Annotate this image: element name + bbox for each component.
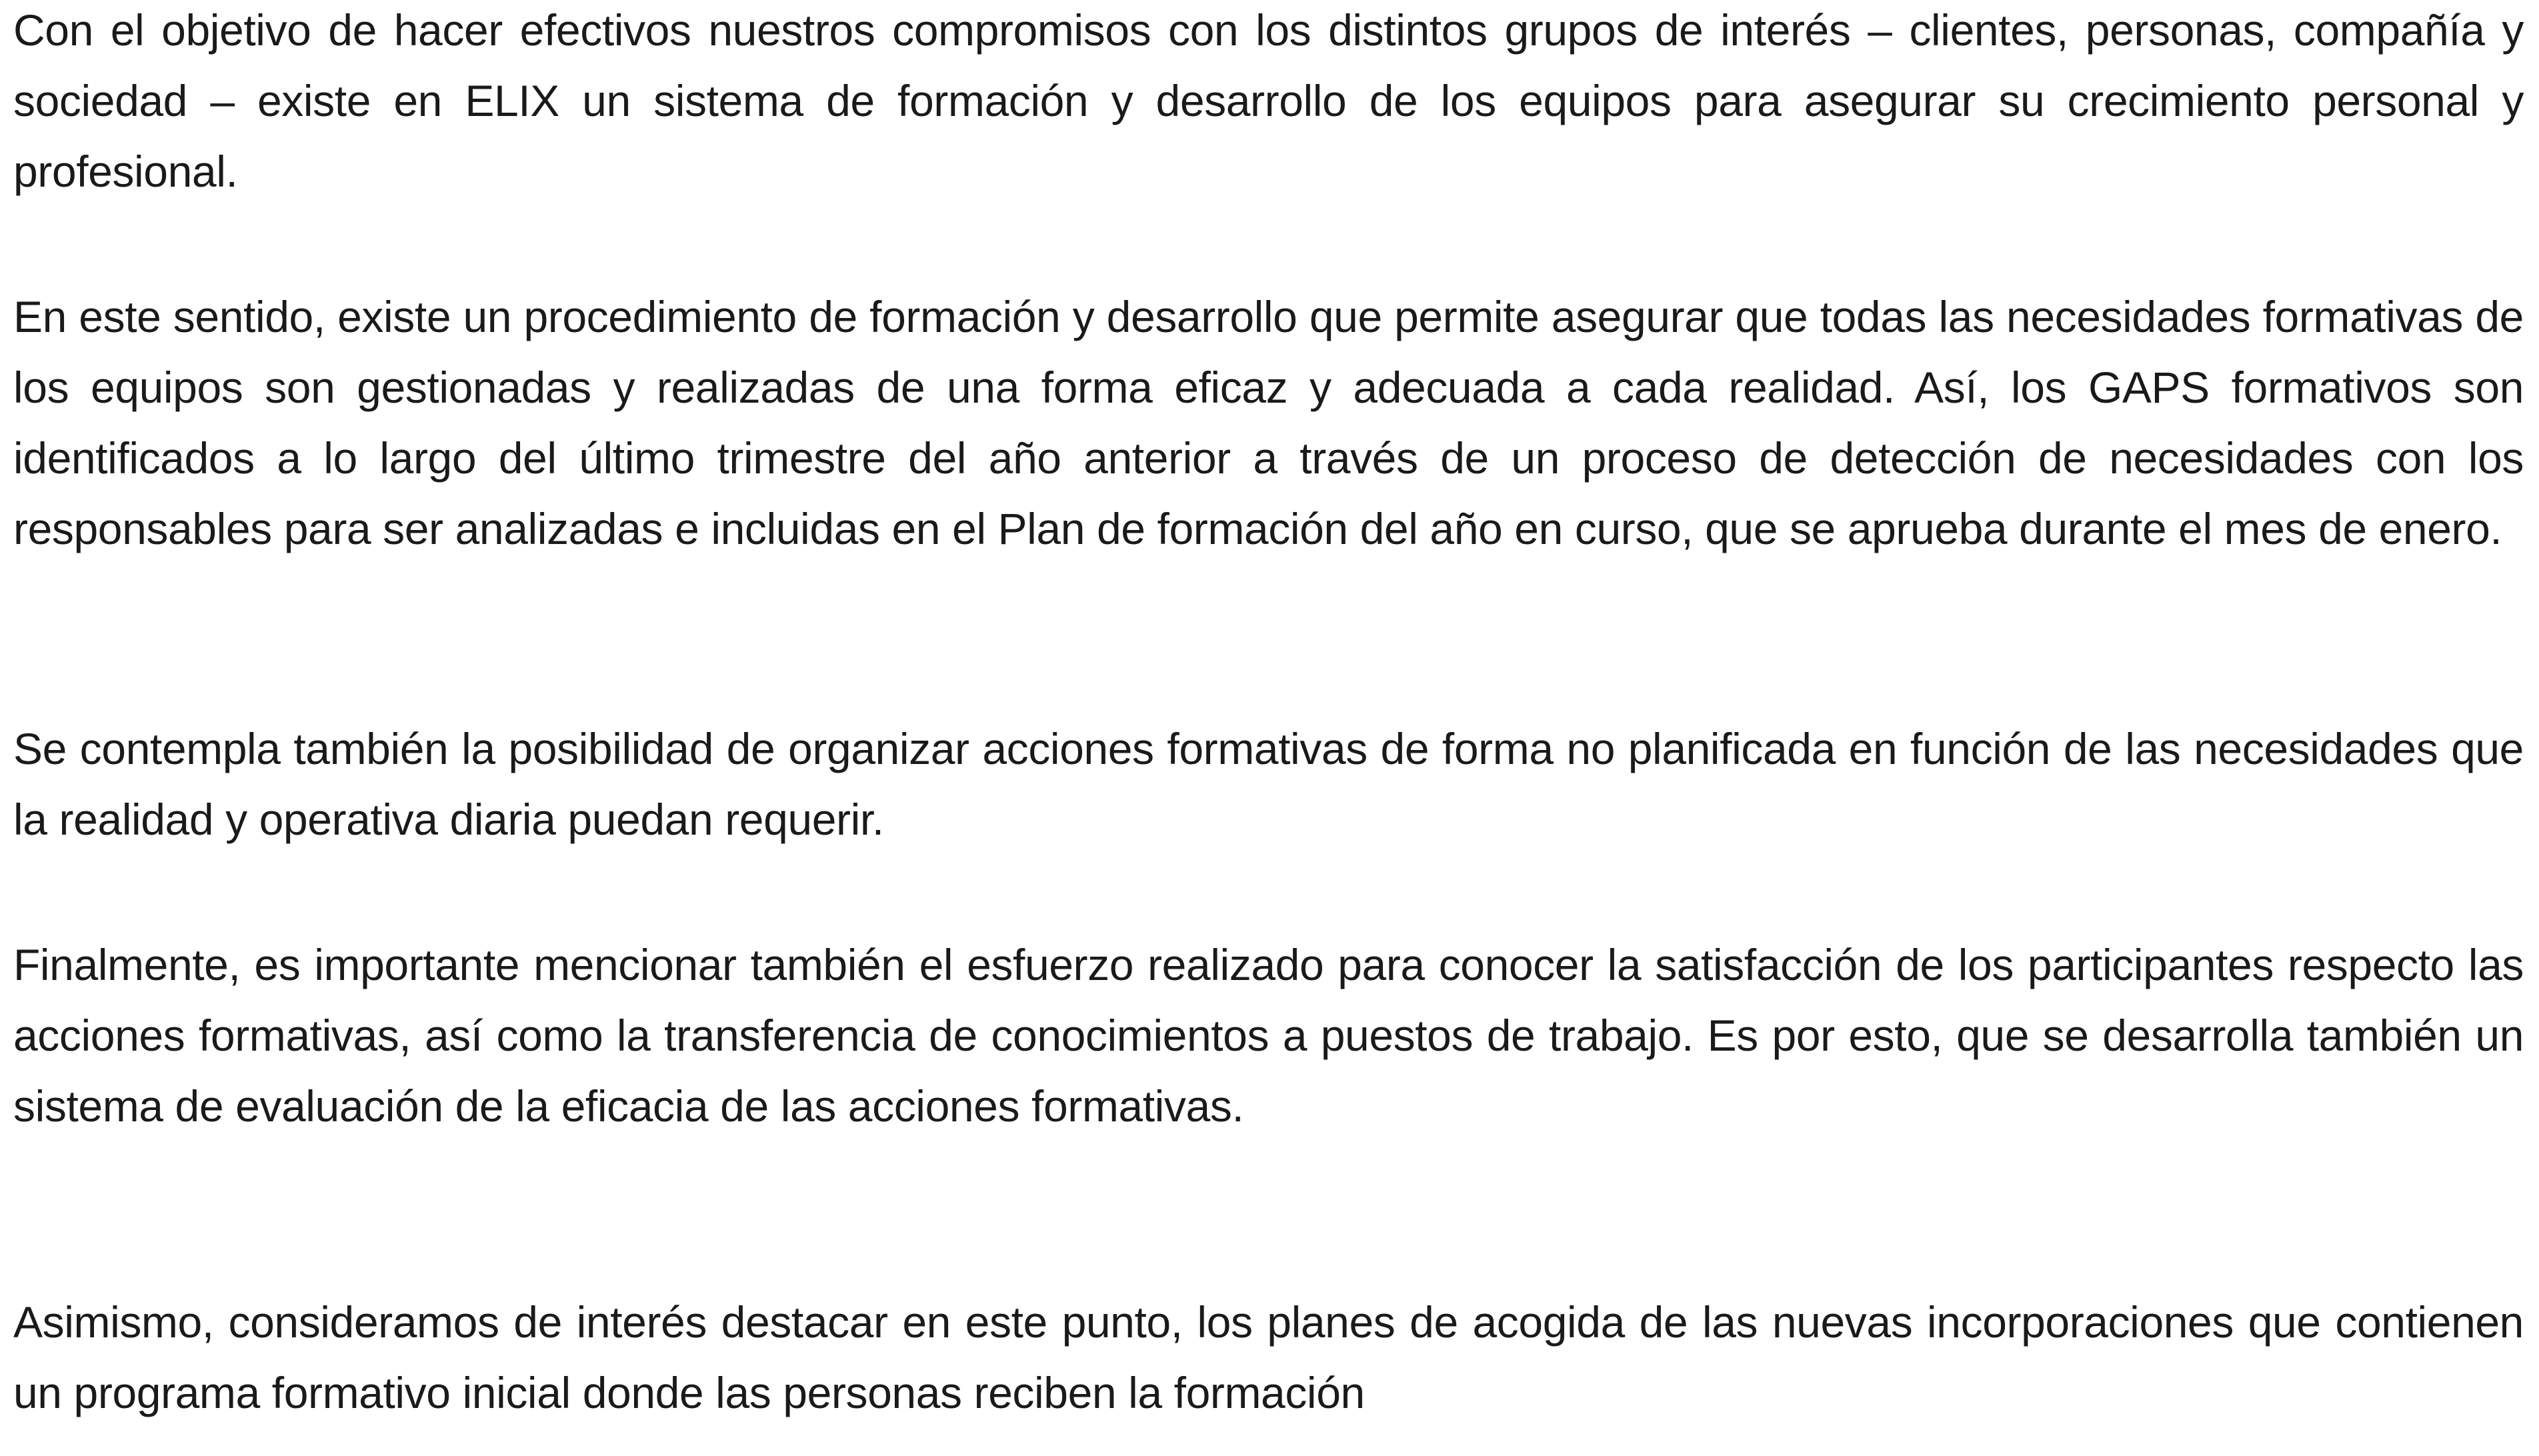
paragraph-unplanned-actions: Se contempla también la posibilidad de organizar acciones formativas de forma no planificada en función de las necesidades que la realidad y operativa diaria puedan requerir.: [13, 724, 2524, 844]
paragraph-commitments: Con el objetivo de hacer efectivos nuestros compromisos con los distintos grupos de interés – clientes, personas, compañía y sociedad – existe en ELIX un sistema de formación y desarrollo de los equipos para asegurar su crecimiento personal y profesional.: [13, 5, 2524, 196]
paragraph-training-procedure: En este sentido, existe un procedimiento de formación y desarrollo que permite asegurar que todas las necesidades formativas de los equipos son gestionadas y realizadas de una forma eficaz y adecuada a cada realidad. Así, los GAPS formativos son identificados a lo largo del último trimestre del año anterior a través de un proceso de detección de necesidades con los responsables para ser analizadas e incluidas en el Plan de formación del año en curso, que se aprueba durante el mes de enero.: [13, 292, 2524, 553]
paragraph-onboarding: Asimismo, consideramos de interés destacar en este punto, los planes de acogida de las nuevas incorporaciones que contienen un programa formativo inicial donde las personas reciben la formación: [13, 1297, 2524, 1417]
paragraph-evaluation: Finalmente, es importante mencionar también el esfuerzo realizado para conocer la satisfacción de los participantes respecto las acciones formativas, así como la transferencia de conocimientos a puestos de trabajo. Es por esto, que se desarrolla también un sistema de evaluación de la eficacia de las acciones formativas.: [13, 940, 2524, 1131]
